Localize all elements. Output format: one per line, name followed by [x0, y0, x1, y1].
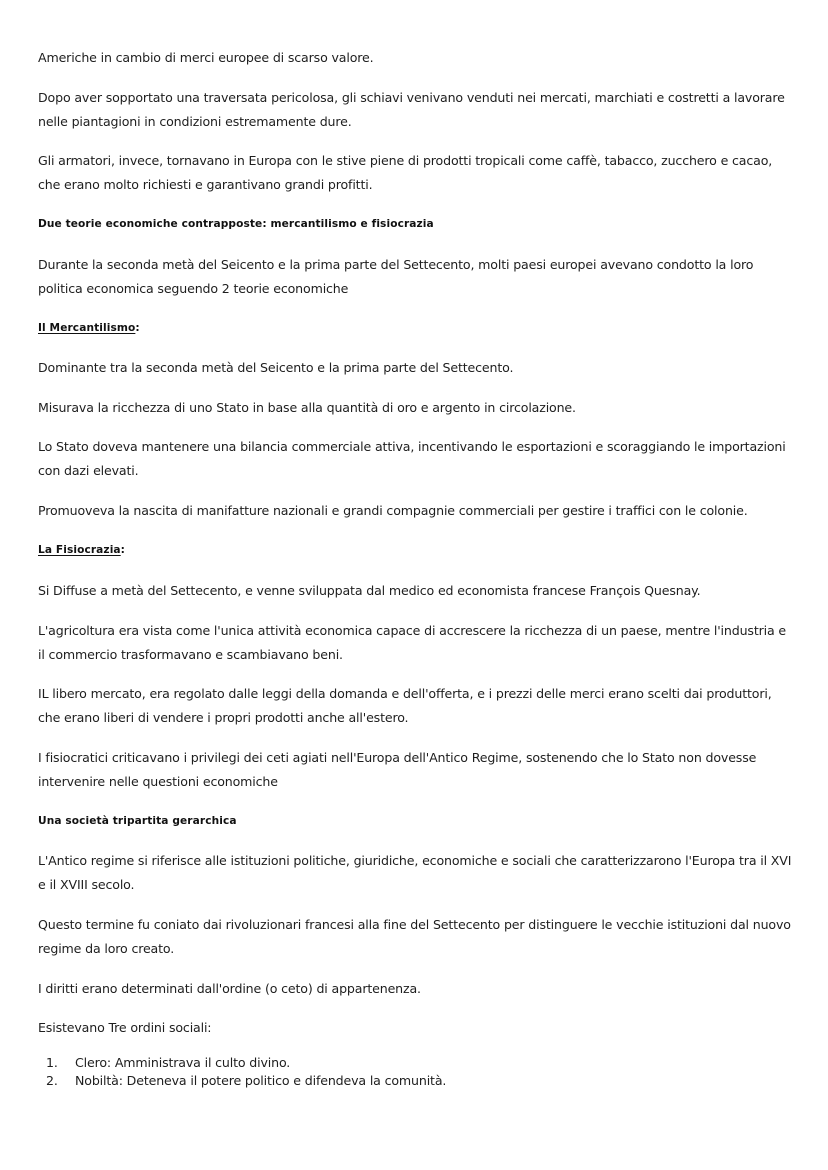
paragraph-americhe: Americhe in cambio di merci europee di scarso valore. [38, 50, 374, 65]
heading-societa-tripartita: Una società tripartita gerarchica [38, 815, 237, 827]
paragraph-tre-ordini: Esistevano Tre ordini sociali: [38, 1020, 212, 1035]
paragraph-bilancia: Lo Stato doveva mantenere una bilancia commerciale attiva, incentivando le esportazioni e scoraggiando le importazioni con dazi elevati. [38, 439, 786, 478]
list-item [46, 1072, 446, 1090]
list-item-number: 2. [46, 1073, 58, 1088]
paragraph-manifatture: Promuoveva la nascita di manifatture nazionali e grandi compagnie commerciali per gestire i traffici con le colonie. [38, 503, 748, 518]
paragraph-agricoltura: L'agricoltura era vista come l'unica attività economica capace di accrescere la ricchezza di un paese, mentre l'industria e il commercio trasformavano e scambiavano beni. [38, 623, 787, 662]
paragraph-termine-coniato: Questo termine fu coniato dai rivoluzionari francesi alla fine del Settecento per distinguere le vecchie istituzioni dal nuovo regime da loro creato. [38, 917, 791, 956]
paragraph-antico-regime: L'Antico regime si riferisce alle istituzioni politiche, giuridiche, economiche e sociali che caratterizzarono l'Europa tra il XVI e il XVIII secolo. [38, 853, 792, 892]
paragraph-diritti: I diritti erano determinati dall'ordine (o ceto) di appartenenza. [38, 981, 421, 996]
ordini-sociali-list [46, 1054, 446, 1090]
paragraph-quesnay: Si Diffuse a metà del Settecento, e venne sviluppata dal medico ed economista francese François Quesnay. [38, 583, 701, 598]
paragraph-schiavi: Dopo aver sopportato una traversata pericolosa, gli schiavi venivano venduti nei mercati, marchiati e costretti a lavorare nelle piantagioni in condizioni estremamente dure. [38, 90, 785, 129]
paragraph-fisiocratici: I fisiocratici criticavano i privilegi dei ceti agiati nell'Europa dell'Antico Regime, sostenendo che lo Stato non dovesse intervenire nelle questioni economiche [38, 750, 757, 789]
list-item-text: Nobiltà: Deteneva il potere politico e difendeva la comunità. [75, 1073, 447, 1088]
list-item-text: Clero: Amministrava il culto divino. [75, 1055, 291, 1070]
heading-mercantilismo [38, 318, 140, 338]
heading-fisiocrazia-colon: : [120, 544, 126, 556]
paragraph-dominante: Dominante tra la seconda metà del Seicento e la prima parte del Settecento. [38, 360, 514, 375]
heading-mercantilismo-colon: : [135, 322, 140, 334]
heading-fisiocrazia [38, 540, 125, 560]
paragraph-armatori: Gli armatori, invece, tornavano in Europa con le stive piene di prodotti tropicali come caffè, tabacco, zucchero e cacao, che erano molto richiesti e garantivano grandi profitti. [38, 153, 773, 192]
paragraph-ricchezza: Misurava la ricchezza di uno Stato in base alla quantità di oro e argento in circolazione. [38, 400, 576, 415]
heading-due-teorie: Due teorie economiche contrapposte: mercantilismo e fisiocrazia [38, 218, 434, 230]
list-item [46, 1054, 446, 1072]
paragraph-libero-mercato: IL libero mercato, era regolato dalle leggi della domanda e dell'offerta, e i prezzi delle merci erano scelti dai produttori, che erano liberi di vendere i propri prodotti anche all'estero. [38, 686, 772, 725]
paragraph-politica-economica: Durante la seconda metà del Seicento e la prima parte del Settecento, molti paesi europei avevano condotto la loro politica economica seguendo 2 teorie economiche [38, 257, 754, 296]
heading-mercantilismo-text: Il Mercantilismo [38, 322, 136, 334]
heading-fisiocrazia-text: La Fisiocrazia [38, 544, 121, 556]
list-item-number: 1. [46, 1055, 58, 1070]
